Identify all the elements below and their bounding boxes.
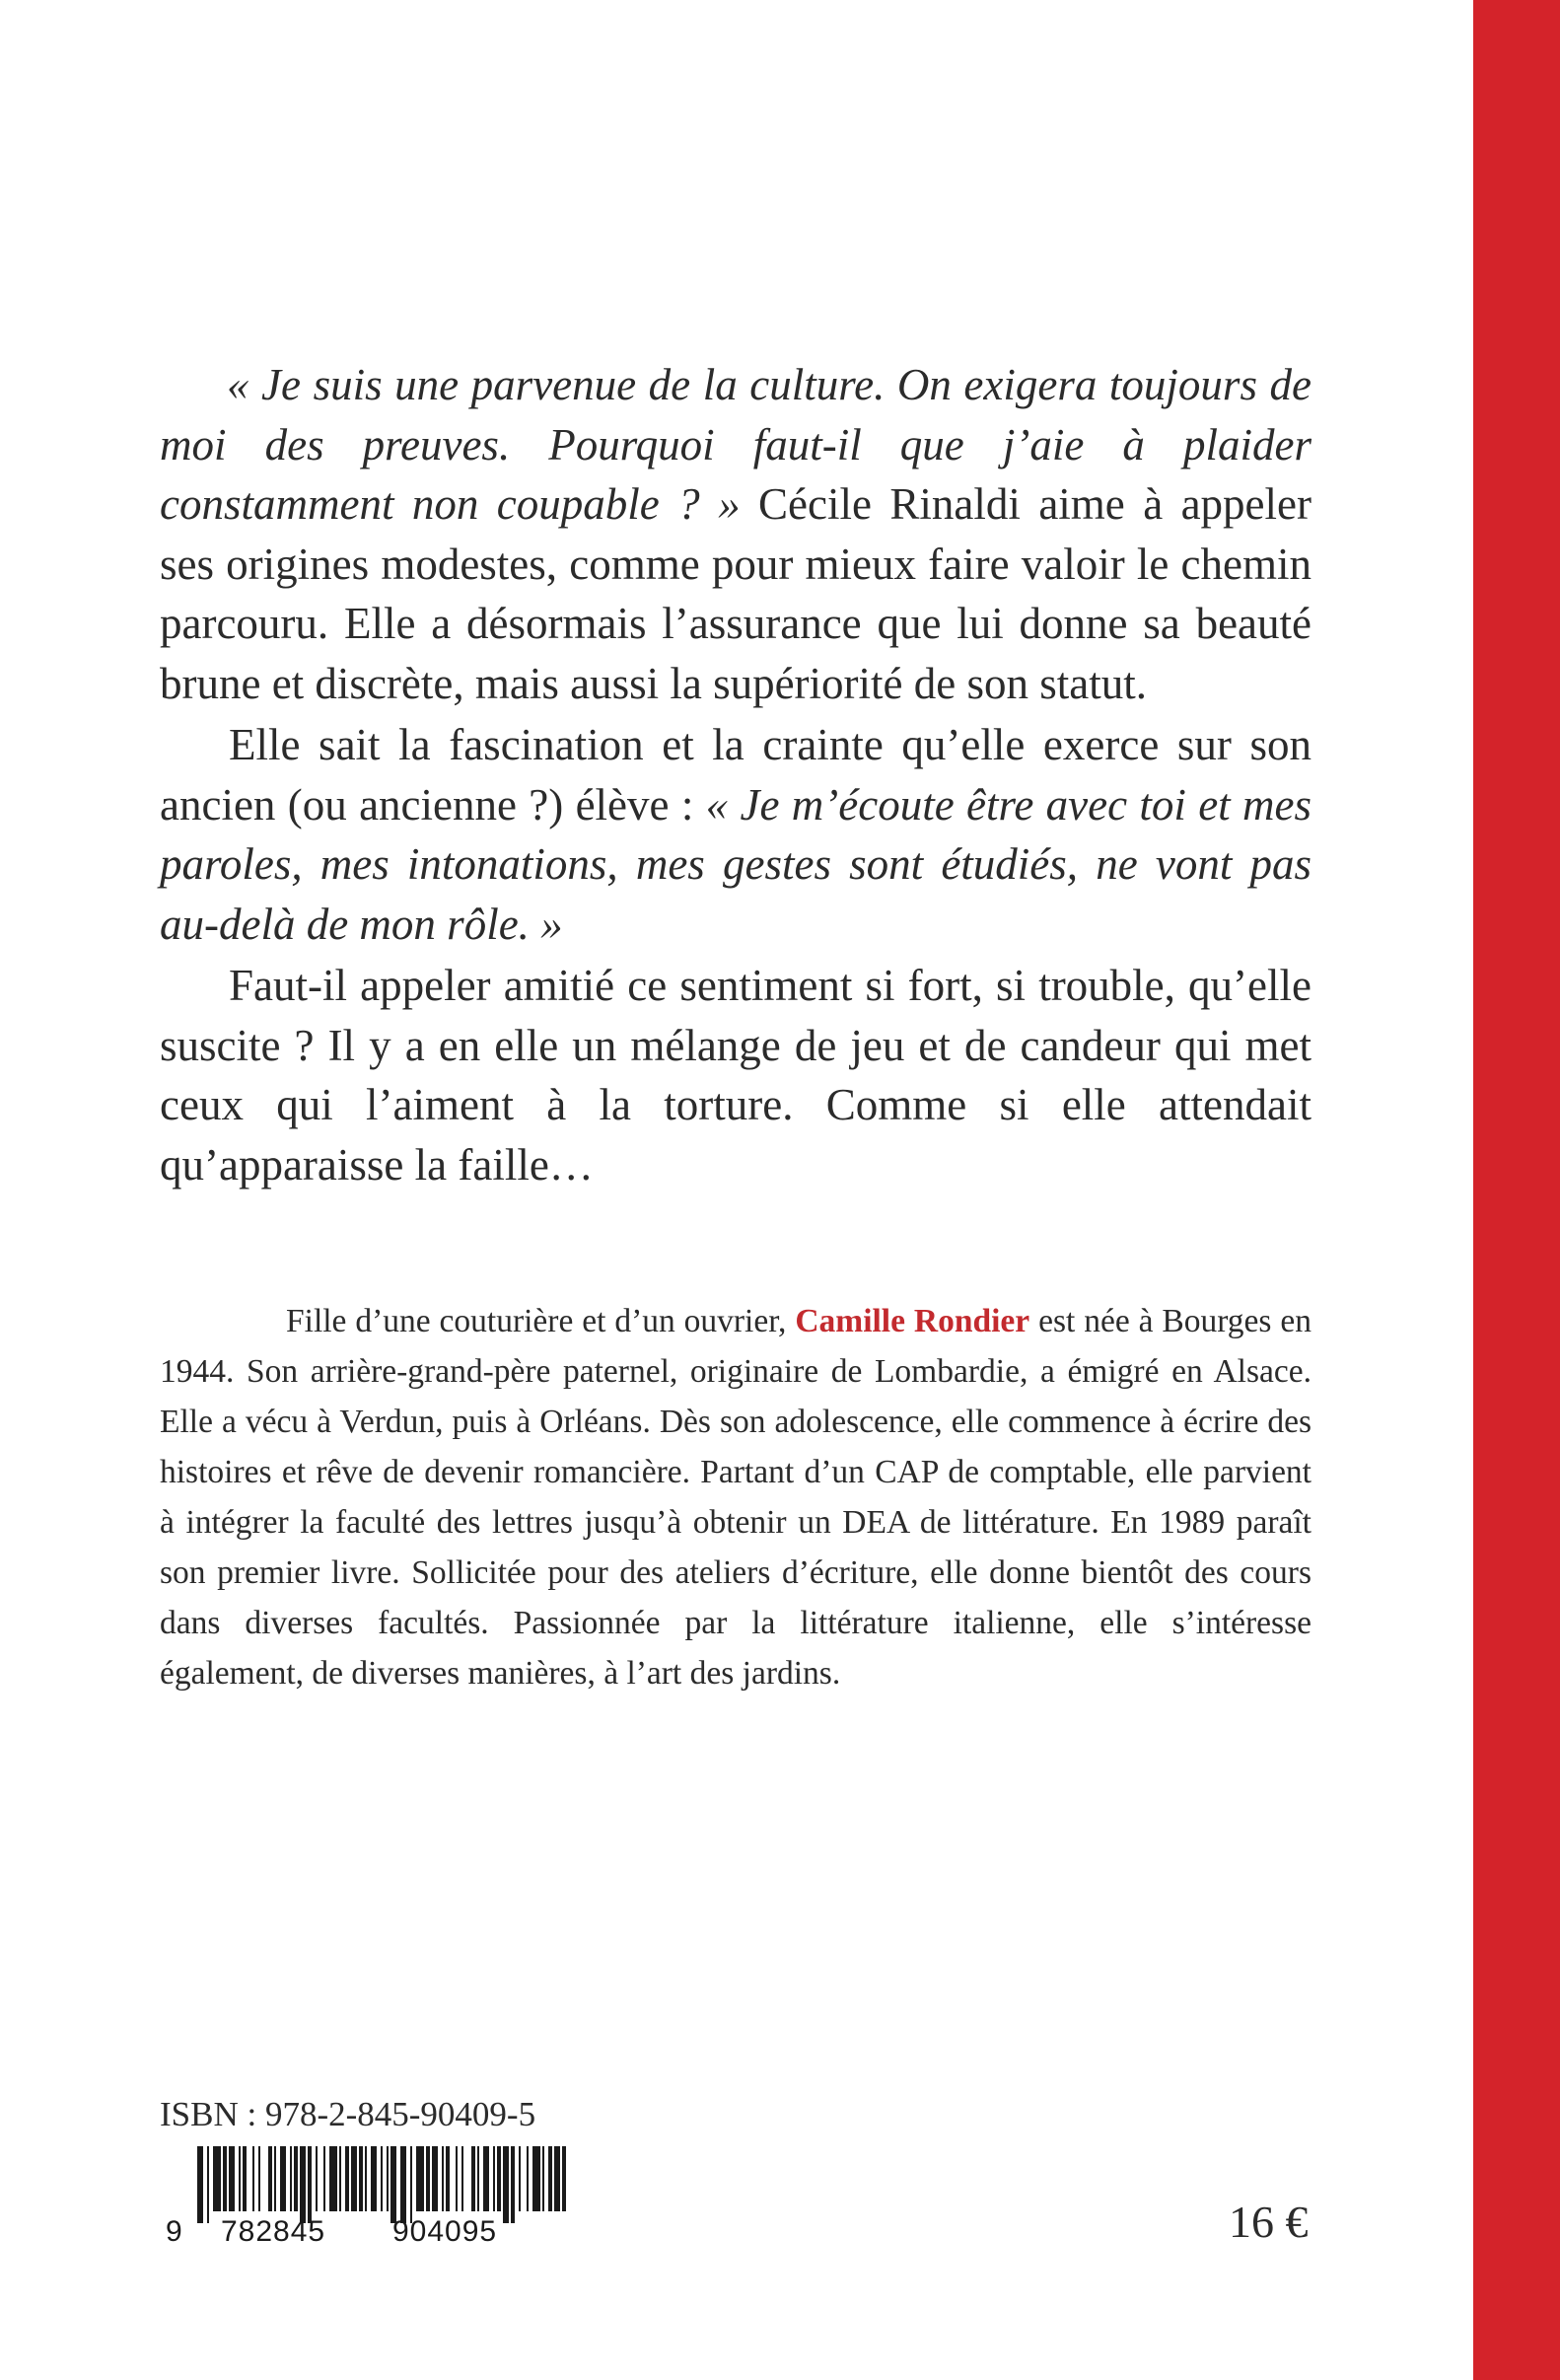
barcode-bar: [390, 2146, 396, 2223]
barcode-bar: [503, 2146, 509, 2223]
barcode-bar: [477, 2146, 479, 2211]
blurb-paragraph-1: [160, 355, 1312, 713]
barcode-bar: [562, 2146, 566, 2211]
blurb-paragraph-3: [160, 956, 1312, 1194]
isbn-label: ISBN : 978-2-845-90409-5: [160, 2095, 536, 2133]
ean-barcode: [160, 2146, 574, 2245]
bio-intro: Fille d’une couturière et d’un ouvrier,: [286, 1303, 796, 1339]
barcode-bar: [365, 2146, 367, 2211]
blurb-text-3: Faut-il appeler amitié ce sentiment si fort, si trouble, qu’elle suscite ? Il y a en elle un mélange de jeu et de candeur qui met ceux qui l’aiment à la torture. Comme si elle attendait qu’apparaisse la faille…: [160, 961, 1312, 1190]
barcode-bar: [274, 2146, 276, 2211]
barcode-bar: [483, 2146, 489, 2211]
barcode-bar: [213, 2146, 221, 2211]
barcode-bar: [511, 2146, 515, 2223]
barcode-bar: [532, 2146, 540, 2211]
barcode-bar: [446, 2146, 450, 2211]
barcode-bar: [323, 2146, 325, 2211]
barcode-bar: [207, 2146, 209, 2223]
barcode-bar: [471, 2146, 475, 2211]
barcode-bar: [252, 2146, 254, 2211]
author-biography: [160, 1296, 1312, 1698]
barcode-bar: [493, 2146, 495, 2211]
blurb-quote-2: « Je m’écoute être avec toi et mes paroles, mes intonations, mes gestes sont étudiés, ne vont pas au-delà de mon rôle. »: [160, 779, 1312, 949]
barcode-bar: [290, 2146, 292, 2211]
bio-text: est née à Bourges en 1944. Son arrière-grand-père paternel, originaire de Lombardie, a émigré en Alsace. Elle a vécu à Verdun, puis à Orléans. Dès son adolescence, elle commence à écrire des histoires et rêve de devenir romancière. Partant d’un CAP de comptable, elle parvient à intégrer la faculté des lettres jusqu’à obtenir un DEA de littérature. En 1989 paraît son premier livre. Sollicitée pour des ateliers d’écriture, elle donne bientôt des cours dans diverses facultés. Passionnée par la littérature italienne, elle s’intéresse également, de diverses manières, à l’art des jardins.: [160, 1303, 1312, 1692]
back-cover-blurb: [160, 355, 1312, 1196]
barcode-graphic: [160, 2146, 574, 2245]
barcode-bar: [371, 2146, 377, 2211]
barcode-bar: [239, 2146, 241, 2211]
blurb-quote-1: « Je suis une parvenue de la culture. On exigera toujours de moi des preuves. Pourquoi faut-il que j’aie à plaider constamment non coupable ? »: [160, 360, 1312, 529]
barcode-bar: [258, 2146, 260, 2211]
barcode-bar: [410, 2146, 412, 2223]
barcode-bar: [329, 2146, 337, 2211]
barcode-bar: [345, 2146, 349, 2211]
author-name: Camille Rondier: [795, 1303, 1030, 1339]
barcode-bar: [426, 2146, 430, 2211]
barcode-bar: [243, 2146, 247, 2211]
barcode-bar: [387, 2146, 389, 2211]
barcode-bar: [280, 2146, 286, 2211]
barcode-bar: [300, 2146, 306, 2223]
barcode-bar: [554, 2146, 560, 2211]
barcode-bar: [197, 2146, 203, 2223]
barcode-bar: [268, 2146, 272, 2211]
barcode-bar: [294, 2146, 298, 2211]
barcode-bar: [527, 2146, 529, 2211]
blurb-paragraph-2: [160, 715, 1312, 954]
barcode-bar: [316, 2146, 318, 2211]
barcode-bar: [456, 2146, 458, 2211]
blurb-text-2: Elle sait la fascination et la crainte qu’elle exerce sur son ancien (ou ancienne ?) élève :: [160, 720, 1312, 829]
barcode-bar: [442, 2146, 444, 2211]
barcode-bar: [381, 2146, 383, 2211]
barcode-digits-right: 904095: [392, 2215, 498, 2245]
barcode-bar: [351, 2146, 357, 2211]
barcode-digit-first: 9: [166, 2215, 182, 2245]
barcode-bar: [461, 2146, 463, 2211]
barcode-bar: [359, 2146, 363, 2211]
barcode-bar: [542, 2146, 544, 2211]
barcode-digits-left: 782845: [221, 2215, 326, 2245]
barcode-bar: [548, 2146, 552, 2211]
barcode-bar: [519, 2146, 521, 2211]
barcode-bar: [308, 2146, 312, 2223]
blurb-text-1: Cécile Rinaldi aime à appeler ses origines modestes, comme pour mieux faire valoir le chemin parcouru. Elle a désormais l’assurance que lui donne sa beauté brune et discrète, mais aussi la supériorité de son statut.: [160, 479, 1312, 708]
price-label: 16 €: [1229, 2197, 1309, 2247]
barcode-bar: [400, 2146, 406, 2223]
barcode-bar: [229, 2146, 235, 2211]
red-spine-band: [1473, 0, 1560, 2380]
barcode-bar: [339, 2146, 341, 2211]
barcode-bar: [497, 2146, 501, 2211]
barcode-bar: [416, 2146, 424, 2211]
barcode-bar: [432, 2146, 438, 2211]
bio-paragraph: [160, 1296, 1312, 1698]
barcode-bar: [223, 2146, 227, 2211]
